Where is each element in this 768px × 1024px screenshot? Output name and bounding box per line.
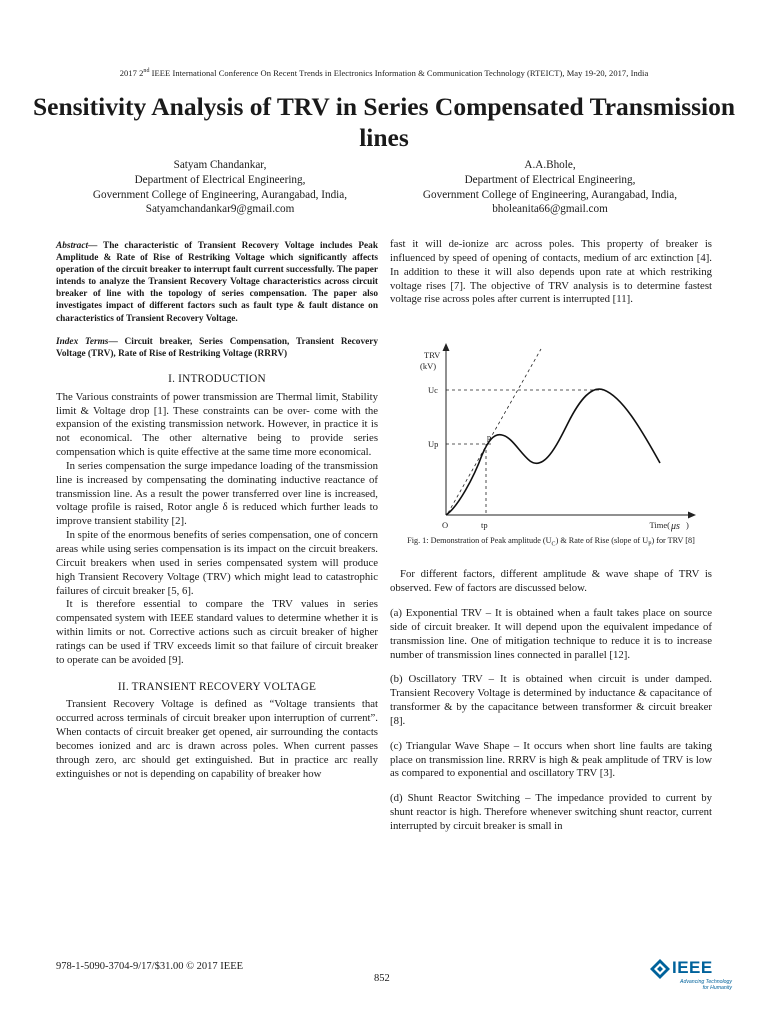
body-paragraph: (c) Triangular Wave Shape – It occurs when short line faults are taking place on transmission line. RRRV is high & peak amplitude of TRV is low as compared to exponential and oscillatory TRV [3]. (390, 739, 712, 780)
author-block-1 (50, 158, 390, 217)
ieee-logo-tagline: Advancing Technology for Humanity (679, 979, 732, 991)
footer-isbn: 978-1-5090-3704-9/17/$31.00 © 2017 IEEE (56, 961, 244, 972)
author-name: A.A.Bhole, (524, 159, 576, 171)
page-number: 852 (374, 973, 390, 984)
conference-header: 2017 2nd IEEE International Conference On Recent Trends in Electronics Information & Communication Technology (RTEICT), May 19-20, 2017, India (119, 68, 649, 78)
ieee-logo-word: IEEE (672, 958, 713, 977)
left-column (56, 240, 378, 781)
uc-label: Uc (428, 385, 438, 396)
body-paragraph: Transient Recovery Voltage is defined as “Voltage transients that occurred across terminals of circuit breaker upon interruption of current”. When contacts of circuit breaker get opened, air surrounding the contacts becomes ionized and arc is drawn across poles. When current passes through zero, arc should get extinguished. But in practice arc really extinguishes or not is depending on capability of breaker how (56, 698, 378, 780)
body-paragraph: (d) Shunt Reactor Switching – The impedance provided to current by shunt reactor is high. Therefore whenever switching shunt reactor, current interrupted by circuit breaker is small in (390, 792, 712, 833)
figure-caption: Fig. 1: Demonstration of Peak amplitude $(U_C)$ & Rate of Rise (slope of $U_P$) for TRV [8] (407, 536, 695, 548)
author-block-2 (380, 158, 720, 217)
right-column (390, 238, 712, 834)
body-paragraph: The Various constraints of power transmission are Thermal limit, Stability limit & Voltage drop [1]. These constraints can be over- come with the expansion of the existing transmission network. However, in practice it is not economical. The other alternative being to provide series compensation which is quite effective at the same time more economical. (56, 390, 378, 459)
y-axis-arrow (443, 343, 450, 351)
origin-label: O (442, 520, 449, 531)
trv-waveform-curve (446, 389, 660, 515)
y-axis-unit: (kV) (420, 361, 437, 372)
rrrv-tangent-line (448, 349, 541, 513)
y-axis-label: TRV (424, 350, 441, 361)
body-paragraph: (b) Oscillatory TRV – It is obtained when circuit is under damped. Transient Recovery Voltage is determined by inductance & capacitance of transformer & by the capacitance between transformer & circuit breaker [8]. (390, 673, 712, 727)
author-college: Government College of Engineering, Aurangabad, India, (422, 188, 678, 201)
body-paragraph: In spite of the enormous benefits of series compensation, one of concern areas while using series compensation is its impact on the circuit breakers. Circuit breakers when used in series compensated system will produce high Transient Recovery Voltage (TRV) which might lead to catastrophic failures of circuit breaker [5, 6]. (56, 529, 378, 597)
index-terms: Index Terms— Circuit breaker, Series Compensation, Transient Recovery Voltage (TRV), Rate of Rise of Restriking Voltage (RRRV) (56, 336, 378, 359)
author-email[interactable]: bholeanita66@gmail.com (492, 203, 608, 216)
trv-waveform-diagram (390, 337, 712, 532)
x-axis-arrow (688, 512, 696, 519)
author-department: Department of Electrical Engineering, (464, 173, 636, 186)
author-name: Satyam Chandankar, (173, 159, 267, 171)
body-paragraph: It is therefore essential to compare the TRV values in series compensated system with IEEE standard values to determine whether it is within limits or not. Corrective actions such as circuit breaker of higher ratings can be used if TRV exceeds limit so that failure of circuit breaker to operate can be avoided [9]. (56, 598, 378, 666)
up-label: Up (428, 439, 439, 450)
paper-title: Sensitivity Analysis of TRV in Series Compensated Transmission lines (32, 92, 736, 152)
trv-figure (390, 337, 712, 532)
ieee-diamond-icon (650, 959, 670, 979)
author-email[interactable]: Satyamchandankar9@gmail.com (145, 203, 295, 216)
ieee-logo (650, 958, 732, 998)
section-heading-trv: II. TRANSIENT RECOVERY VOLTAGE (117, 680, 317, 693)
x-axis-close-paren: ) (686, 520, 689, 531)
x-axis-unit: μs (671, 521, 680, 533)
body-paragraph: (a) Exponential TRV – It is obtained when a fault takes place on source side of circuit breaker. It will depend upon the equivalent impedance of transmission line. One of mitigation technique to reduce it is to increase number of transmission lines connected in parallel [12]. (390, 607, 712, 661)
body-paragraph: For different factors, different amplitude & wave shape of TRV is observed. Few of factors are discussed below. (390, 568, 712, 595)
p-label: p (487, 433, 491, 443)
body-paragraph: In series compensation the surge impedance loading of the transmission line is increased by compensating the dominating inductive reactance of transmission line. As a result the power transferred over line is increased, voltage profile is raised, Rotor angle δ is reduced which further leads to improve transient stability [2]. (56, 459, 378, 528)
body-paragraph: fast it will de-ionize arc across poles. This property of breaker is influenced by speed of opening of contacts, medium of arc extinction [4]. In addition to these it will also depends upon rate at which restriking voltage rises [7]. The objective of TRV analysis is to determine fastest voltage rise across poles after current is interrupted [11]. (390, 238, 712, 306)
author-department: Department of Electrical Engineering, (134, 173, 306, 186)
x-axis-label: Time( (649, 520, 670, 531)
tp-label: tp (481, 520, 488, 531)
author-college: Government College of Engineering, Aurangabad, India, (92, 188, 348, 201)
abstract: Abstract— The characteristic of Transient Recovery Voltage includes Peak Amplitude & Rate of Rise of Restriking Voltage which significantly affects operation of the circuit breaker to interrupt fault current successfully. The paper intends to analyze the Transient Recovery Voltage characteristics across circuit breaker of line with the topology of series compensation. The paper also investigates impact of different factors such as fault type & fault distance on characteristics of Transient Recovery Voltage. (56, 241, 378, 324)
section-heading-introduction: I. INTRODUCTION (168, 372, 266, 385)
